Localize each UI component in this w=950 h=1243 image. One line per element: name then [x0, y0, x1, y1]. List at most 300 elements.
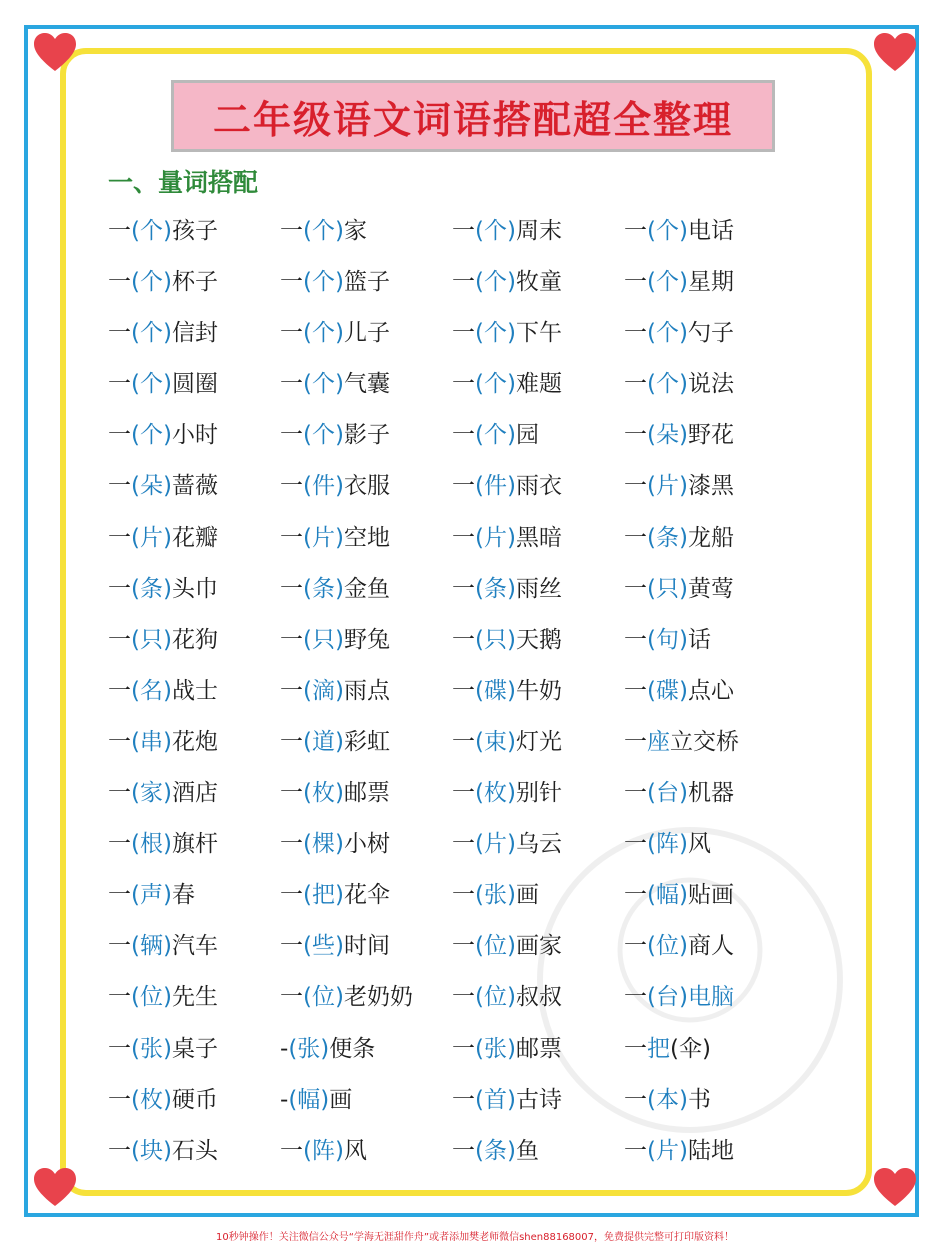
close-paren: )	[162, 422, 172, 449]
open-paren: (	[131, 984, 140, 1011]
phrase-prefix: 一	[280, 320, 303, 347]
phrase-noun: 风	[343, 1137, 367, 1164]
phrase-prefix: 一	[624, 984, 647, 1011]
phrase-prefix: 一	[452, 831, 475, 858]
measure-word: 把	[647, 1035, 670, 1062]
phrase-prefix: 一	[452, 320, 475, 347]
close-paren: )	[678, 1086, 688, 1113]
title-banner	[171, 80, 775, 152]
close-paren: )	[334, 626, 344, 653]
phrase-prefix: 一	[108, 1137, 131, 1164]
phrase-row	[108, 1079, 808, 1130]
open-paren: (	[475, 933, 484, 960]
phrase-item	[452, 619, 562, 661]
phrase-noun: 彩虹	[343, 728, 390, 755]
open-paren: (	[303, 728, 312, 755]
phrase-item	[280, 312, 390, 354]
phrase-noun: 灯光	[515, 728, 562, 755]
footer-note: 10秒钟操作！关注微信公众号“学海无涯甜作舟”或者添加樊老师微信shen88168007，免费提供完整可打印版资料！	[215, 1232, 735, 1243]
phrase-prefix: 一	[108, 933, 131, 960]
measure-word: 辆	[139, 933, 163, 960]
phrase-item	[280, 414, 390, 456]
open-paren: (	[131, 882, 140, 909]
close-paren: )	[678, 422, 688, 449]
phrase-prefix: 一	[108, 1086, 131, 1113]
phrase-noun: 点心	[687, 677, 734, 704]
close-paren: )	[678, 831, 688, 858]
phrase-item	[452, 517, 562, 559]
open-paren: (	[647, 218, 656, 244]
phrase-noun: 电话	[687, 218, 734, 244]
phrase-item	[108, 414, 218, 456]
close-paren: )	[162, 1086, 172, 1113]
phrase-noun: 陆地	[687, 1137, 734, 1164]
close-paren: )	[678, 269, 688, 296]
phrase-prefix: 一	[108, 422, 131, 449]
phrase-prefix: 一	[624, 269, 647, 296]
phrase-item	[108, 619, 218, 661]
phrase-item	[624, 465, 734, 507]
phrase-noun: 蔷薇	[171, 473, 218, 500]
open-paren: (	[475, 575, 484, 602]
phrase-noun: 画家	[515, 933, 562, 960]
phrase-noun: 影子	[343, 422, 390, 449]
phrase-item	[624, 312, 734, 354]
phrase-noun: 花伞	[343, 882, 390, 909]
phrase-item	[452, 1028, 562, 1070]
phrase-item	[108, 261, 218, 303]
close-paren: )	[678, 780, 688, 807]
phrase-prefix: 一	[624, 831, 647, 858]
close-paren: )	[678, 984, 688, 1011]
phrase-noun: 桌子	[171, 1035, 218, 1062]
phrase-noun: (伞)	[670, 1035, 711, 1062]
phrase-noun: 金鱼	[343, 575, 390, 602]
open-paren: (	[131, 933, 140, 960]
phrase-prefix: 一	[280, 473, 303, 500]
phrase-noun: 旗杆	[171, 831, 218, 858]
measure-word: 个	[483, 422, 507, 449]
phrase-prefix: 一	[624, 1137, 647, 1164]
phrase-noun: 天鹅	[515, 626, 562, 653]
open-paren: (	[303, 575, 312, 602]
close-paren: )	[334, 882, 344, 909]
phrase-prefix: 一	[280, 831, 303, 858]
phrase-prefix: 一	[108, 728, 131, 755]
open-paren: (	[303, 677, 312, 704]
phrase-noun: 汽车	[171, 933, 218, 960]
phrase-item	[280, 261, 390, 303]
phrase-noun: 时间	[343, 933, 390, 960]
close-paren: )	[506, 831, 516, 858]
measure-word: 个	[483, 269, 507, 296]
measure-word: 个	[311, 218, 335, 244]
measure-word: 枚	[139, 1086, 163, 1113]
open-paren: (	[647, 269, 656, 296]
phrase-prefix: -	[280, 1035, 289, 1062]
phrase-item	[280, 925, 390, 967]
measure-word: 条	[139, 575, 163, 602]
phrase-prefix: 一	[452, 1086, 475, 1113]
phrase-item	[452, 976, 562, 1018]
phrase-prefix: 一	[452, 269, 475, 296]
heart-icon	[874, 1168, 916, 1208]
phrase-item	[108, 976, 218, 1018]
open-paren: (	[131, 371, 140, 398]
phrase-prefix: 一	[280, 524, 303, 551]
phrase-prefix: 一	[452, 677, 475, 704]
open-paren: (	[303, 780, 312, 807]
phrase-prefix: 一	[280, 371, 303, 398]
phrase-noun: 叔叔	[515, 984, 562, 1011]
measure-word: 只	[655, 575, 679, 602]
measure-word: 只	[483, 626, 507, 653]
measure-word: 个	[311, 371, 335, 398]
measure-word: 位	[655, 933, 679, 960]
measure-word: 片	[655, 473, 679, 500]
measure-word: 碟	[483, 677, 507, 704]
phrase-row	[108, 465, 808, 516]
open-paren: (	[303, 473, 312, 500]
measure-word: 位	[311, 984, 335, 1011]
phrase-prefix: 一	[280, 780, 303, 807]
open-paren: (	[647, 473, 656, 500]
close-paren: )	[320, 1035, 330, 1062]
open-paren: (	[475, 984, 484, 1011]
phrase-prefix: 一	[108, 677, 131, 704]
measure-word: 家	[139, 780, 163, 807]
phrase-prefix: 一	[108, 575, 131, 602]
phrase-noun: 话	[687, 626, 711, 653]
close-paren: )	[334, 1137, 344, 1164]
phrase-item	[108, 721, 218, 763]
measure-word: 个	[483, 371, 507, 398]
phrase-prefix: 一	[280, 575, 303, 602]
close-paren: )	[162, 1137, 172, 1164]
close-paren: )	[162, 933, 172, 960]
phrase-item	[108, 874, 195, 916]
phrase-row	[108, 619, 808, 670]
phrase-item	[280, 517, 390, 559]
open-paren: (	[647, 882, 656, 909]
phrase-noun: 画	[515, 882, 539, 909]
open-paren: (	[647, 422, 656, 449]
close-paren: )	[506, 984, 516, 1011]
phrase-item	[108, 363, 218, 405]
phrase-prefix: 一	[452, 1137, 475, 1164]
close-paren: )	[506, 882, 516, 909]
phrase-noun: 勺子	[687, 320, 734, 347]
measure-word: 张	[483, 1035, 507, 1062]
measure-word: 张	[297, 1035, 321, 1062]
phrase-noun: 贴画	[687, 882, 734, 909]
phrase-item	[108, 517, 218, 559]
phrase-item	[624, 210, 734, 252]
phrase-prefix: 一	[452, 780, 475, 807]
phrase-prefix: 一	[108, 882, 131, 909]
phrase-prefix: 一	[624, 882, 647, 909]
open-paren: (	[475, 269, 484, 296]
open-paren: (	[475, 677, 484, 704]
phrase-prefix: 一	[624, 422, 647, 449]
phrase-noun: 石头	[171, 1137, 218, 1164]
phrase-prefix: 一	[108, 780, 131, 807]
phrase-prefix: 一	[108, 831, 131, 858]
phrase-prefix: 一	[280, 218, 303, 244]
close-paren: )	[162, 780, 172, 807]
close-paren: )	[678, 1137, 688, 1164]
phrase-noun: 黄莺	[687, 575, 734, 602]
phrase-item	[108, 568, 218, 610]
measure-word: 本	[655, 1086, 679, 1113]
phrase-noun: 气囊	[343, 371, 390, 398]
phrase-item	[624, 1079, 711, 1121]
measure-word: 片	[311, 524, 335, 551]
phrase-row	[108, 772, 808, 823]
open-paren: (	[303, 1137, 312, 1164]
phrase-prefix: 一	[280, 882, 303, 909]
phrase-noun: 牛奶	[515, 677, 562, 704]
phrase-noun: 花狗	[171, 626, 218, 653]
heart-icon	[34, 33, 76, 73]
open-paren: (	[131, 677, 140, 704]
measure-word: 台	[655, 984, 679, 1011]
open-paren: (	[475, 831, 484, 858]
open-paren: (	[131, 473, 140, 500]
phrase-prefix: 一	[452, 882, 475, 909]
phrase-item	[624, 414, 734, 456]
phrase-row	[108, 568, 808, 619]
close-paren: )	[334, 422, 344, 449]
open-paren: (	[475, 728, 484, 755]
close-paren: )	[506, 933, 516, 960]
phrase-noun: 说法	[687, 371, 734, 398]
measure-word: 个	[139, 320, 163, 347]
phrase-item	[624, 517, 734, 559]
phrase-item	[108, 670, 218, 712]
close-paren: )	[678, 320, 688, 347]
phrase-item	[280, 670, 390, 712]
close-paren: )	[506, 728, 516, 755]
measure-word: 个	[483, 320, 507, 347]
phrase-prefix: 一	[624, 218, 647, 244]
phrase-noun: 信封	[171, 320, 218, 347]
close-paren: )	[678, 575, 688, 602]
phrase-item	[108, 925, 218, 967]
measure-word: 个	[483, 218, 507, 244]
close-paren: )	[162, 371, 172, 398]
phrase-noun: 便条	[329, 1035, 376, 1062]
open-paren: (	[475, 1086, 484, 1113]
measure-word: 个	[139, 422, 163, 449]
phrase-item	[280, 721, 390, 763]
phrase-item	[452, 823, 562, 865]
open-paren: (	[303, 984, 312, 1011]
close-paren: )	[506, 422, 516, 449]
measure-word: 片	[483, 831, 507, 858]
phrase-prefix: 一	[108, 371, 131, 398]
phrase-row	[108, 976, 808, 1027]
open-paren: (	[303, 882, 312, 909]
phrase-prefix: 一	[280, 677, 303, 704]
phrase-row	[108, 670, 808, 721]
phrase-prefix: 一	[280, 1137, 303, 1164]
close-paren: )	[162, 728, 172, 755]
phrase-prefix: 一	[280, 422, 303, 449]
phrase-item	[624, 823, 711, 865]
phrase-noun: 篮子	[343, 269, 390, 296]
phrase-row	[108, 1028, 808, 1079]
phrase-prefix: 一	[108, 524, 131, 551]
close-paren: )	[334, 218, 344, 244]
measure-word: 件	[483, 473, 507, 500]
phrase-prefix: 一	[452, 984, 475, 1011]
open-paren: (	[303, 933, 312, 960]
phrase-prefix: -	[280, 1086, 289, 1113]
open-paren: (	[647, 320, 656, 347]
measure-word: 个	[139, 371, 163, 398]
close-paren: )	[162, 218, 172, 244]
page-title: 二年级语文词语搭配超全整理	[212, 97, 733, 142]
phrase-item	[280, 1028, 375, 1070]
phrase-item	[452, 721, 562, 763]
measure-word: 些	[311, 933, 335, 960]
close-paren: )	[506, 575, 516, 602]
phrase-noun: 古诗	[515, 1086, 562, 1113]
phrase-prefix: 一	[452, 933, 475, 960]
phrase-item	[452, 1130, 539, 1172]
measure-word: 个	[139, 269, 163, 296]
phrase-item	[452, 312, 562, 354]
measure-word: 束	[483, 728, 507, 755]
measure-word: 只	[139, 626, 163, 653]
phrase-item	[452, 210, 562, 252]
phrase-row	[108, 823, 808, 874]
open-paren: (	[303, 422, 312, 449]
open-paren: (	[131, 1035, 140, 1062]
phrase-item	[280, 823, 390, 865]
phrase-prefix: 一	[108, 1035, 131, 1062]
phrase-noun: 头巾	[171, 575, 218, 602]
phrase-item	[624, 363, 734, 405]
open-paren: (	[647, 1086, 656, 1113]
phrase-noun: 书	[687, 1086, 711, 1113]
phrase-noun: 先生	[171, 984, 218, 1011]
close-paren: )	[678, 626, 688, 653]
open-paren: (	[475, 371, 484, 398]
phrase-noun: 野花	[687, 422, 734, 449]
phrase-noun: 风	[687, 831, 711, 858]
open-paren: (	[288, 1086, 298, 1113]
phrase-row	[108, 261, 808, 312]
measure-word: 个	[311, 320, 335, 347]
phrase-prefix: 一	[108, 269, 131, 296]
close-paren: )	[506, 524, 516, 551]
open-paren: (	[647, 677, 656, 704]
measure-word: 片	[483, 524, 507, 551]
phrase-noun: 园	[515, 422, 539, 449]
phrase-prefix: 一	[280, 269, 303, 296]
phrase-item	[280, 465, 390, 507]
open-paren: (	[647, 626, 656, 653]
phrase-prefix: 一	[108, 626, 131, 653]
close-paren: )	[506, 371, 516, 398]
phrase-noun: 牧童	[515, 269, 562, 296]
phrase-row	[108, 210, 808, 261]
open-paren: (	[131, 728, 140, 755]
phrase-noun: 立交桥	[670, 728, 739, 755]
phrase-item	[108, 823, 218, 865]
phrase-prefix: 一	[108, 984, 131, 1011]
open-paren: (	[131, 218, 140, 244]
phrase-prefix: 一	[624, 1086, 647, 1113]
phrase-noun: 杯子	[171, 269, 218, 296]
measure-word: 句	[655, 626, 679, 653]
phrase-noun: 家	[343, 218, 367, 244]
measure-word: 台	[655, 780, 679, 807]
measure-word: 枚	[483, 780, 507, 807]
phrase-prefix: 一	[452, 422, 475, 449]
open-paren: (	[303, 831, 312, 858]
close-paren: )	[506, 677, 516, 704]
measure-word: 个	[139, 218, 163, 244]
phrase-item	[624, 568, 734, 610]
close-paren: )	[506, 626, 516, 653]
phrase-item	[452, 414, 539, 456]
open-paren: (	[475, 882, 484, 909]
phrase-item	[280, 1130, 367, 1172]
phrase-prefix: 一	[108, 320, 131, 347]
close-paren: )	[162, 269, 172, 296]
phrase-noun: 花瓣	[171, 524, 218, 551]
open-paren: (	[475, 626, 484, 653]
close-paren: )	[506, 473, 516, 500]
phrase-prefix: 一	[624, 780, 647, 807]
open-paren: (	[647, 524, 656, 551]
close-paren: )	[334, 575, 344, 602]
phrase-noun: 雨衣	[515, 473, 562, 500]
open-paren: (	[475, 218, 484, 244]
phrase-item	[280, 976, 413, 1018]
phrase-item	[108, 1130, 218, 1172]
measure-word: 朵	[655, 422, 679, 449]
close-paren: )	[678, 524, 688, 551]
open-paren: (	[475, 1035, 484, 1062]
phrase-noun: 周末	[515, 218, 562, 244]
measure-word: 位	[483, 933, 507, 960]
phrase-prefix: 一	[624, 575, 647, 602]
measure-word: 张	[139, 1035, 163, 1062]
phrase-noun: 圆圈	[171, 371, 218, 398]
close-paren: )	[334, 933, 344, 960]
measure-word: 个	[311, 269, 335, 296]
phrase-noun: 漆黑	[687, 473, 734, 500]
phrase-noun: 商人	[687, 933, 734, 960]
close-paren: )	[506, 1137, 516, 1164]
phrase-prefix: 一	[108, 218, 131, 244]
open-paren: (	[647, 933, 656, 960]
measure-word: 位	[483, 984, 507, 1011]
phrase-noun: 空地	[343, 524, 390, 551]
close-paren: )	[678, 473, 688, 500]
measure-word: 个	[655, 320, 679, 347]
open-paren: (	[303, 218, 312, 244]
measure-word: 条	[483, 575, 507, 602]
close-paren: )	[334, 371, 344, 398]
phrase-item	[280, 772, 390, 814]
open-paren: (	[131, 1137, 140, 1164]
phrase-prefix: 一	[280, 728, 303, 755]
